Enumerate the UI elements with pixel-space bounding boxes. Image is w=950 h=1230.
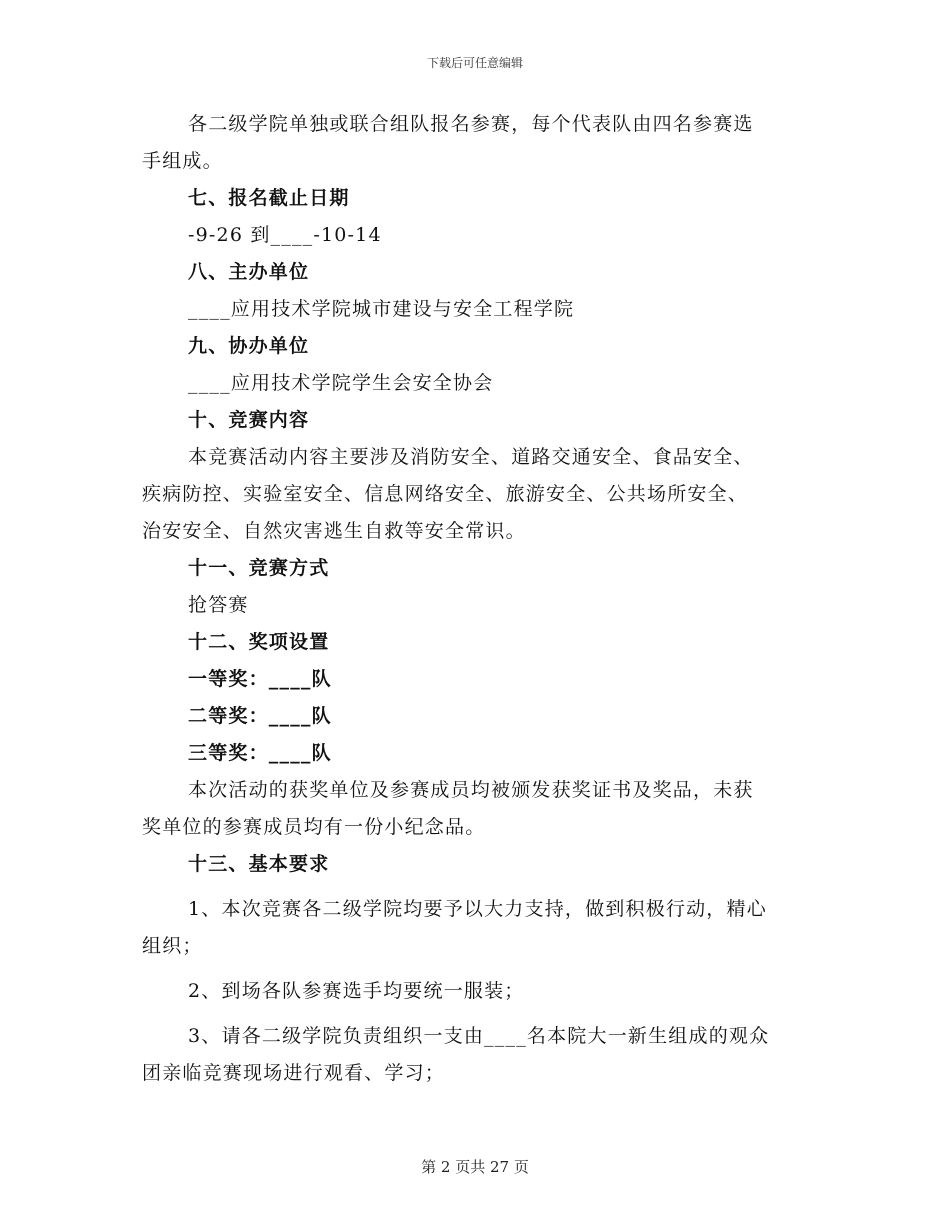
paragraph-line: 本竞赛活动内容主要涉及消防安全、道路交通安全、食品安全、 xyxy=(188,446,754,468)
section-heading: 九、协办单位 xyxy=(188,335,310,357)
paragraph-line: 组织； xyxy=(142,935,203,957)
page-header-note: 下载后可任意编辑 xyxy=(426,56,523,70)
paragraph-line: 治安安全、自然灾害逃生自救等安全常识。 xyxy=(142,520,526,542)
page-footer: 第 2 页共 27 页 xyxy=(421,1158,529,1176)
paragraph-line: ____应用技术学院学生会安全协会 xyxy=(188,372,494,394)
paragraph-line: 疾病防控、实验室安全、信息网络安全、旅游安全、公共场所安全、 xyxy=(142,483,749,505)
paragraph-line: 手组成。 xyxy=(142,150,223,172)
document-body xyxy=(142,106,814,1092)
section-heading: 十一、竞赛方式 xyxy=(188,557,330,579)
paragraph-line: ____应用技术学院城市建设与安全工程学院 xyxy=(188,298,575,320)
paragraph-line: 2、到场各队参赛选手均要统一服装； xyxy=(188,980,525,1002)
paragraph-line: 抢答赛 xyxy=(188,594,249,616)
section-heading: 二等奖：____队 xyxy=(188,705,332,727)
section-heading: 一等奖：____队 xyxy=(188,668,332,690)
section-heading: 七、报名截止日期 xyxy=(188,187,350,209)
paragraph-line: 1、本次竞赛各二级学院均要予以大力支持，做到积极行动，精心 xyxy=(188,898,767,920)
section-heading: 十、竞赛内容 xyxy=(188,409,310,431)
paragraph-line: 奖单位的参赛成员均有一份小纪念品。 xyxy=(142,816,486,838)
section-heading: 十三、基本要求 xyxy=(188,853,330,875)
paragraph-line: 本次活动的获奖单位及参赛成员均被颁发获奖证书及奖品，未获 xyxy=(188,779,754,801)
paragraph-line: 3、请各二级学院负责组织一支由____名本院大一新生组成的观众 xyxy=(188,1025,770,1047)
paragraph-line: 各二级学院单独或联合组队报名参赛，每个代表队由四名参赛选 xyxy=(188,113,754,135)
section-heading: 十二、奖项设置 xyxy=(188,631,330,653)
section-heading: 三等奖：____队 xyxy=(188,742,332,764)
paragraph-line: -9-26 到____-10-14 xyxy=(188,224,382,246)
paragraph-line: 团亲临竞赛现场进行观看、学习； xyxy=(142,1062,446,1084)
section-heading: 八、主办单位 xyxy=(188,261,310,283)
